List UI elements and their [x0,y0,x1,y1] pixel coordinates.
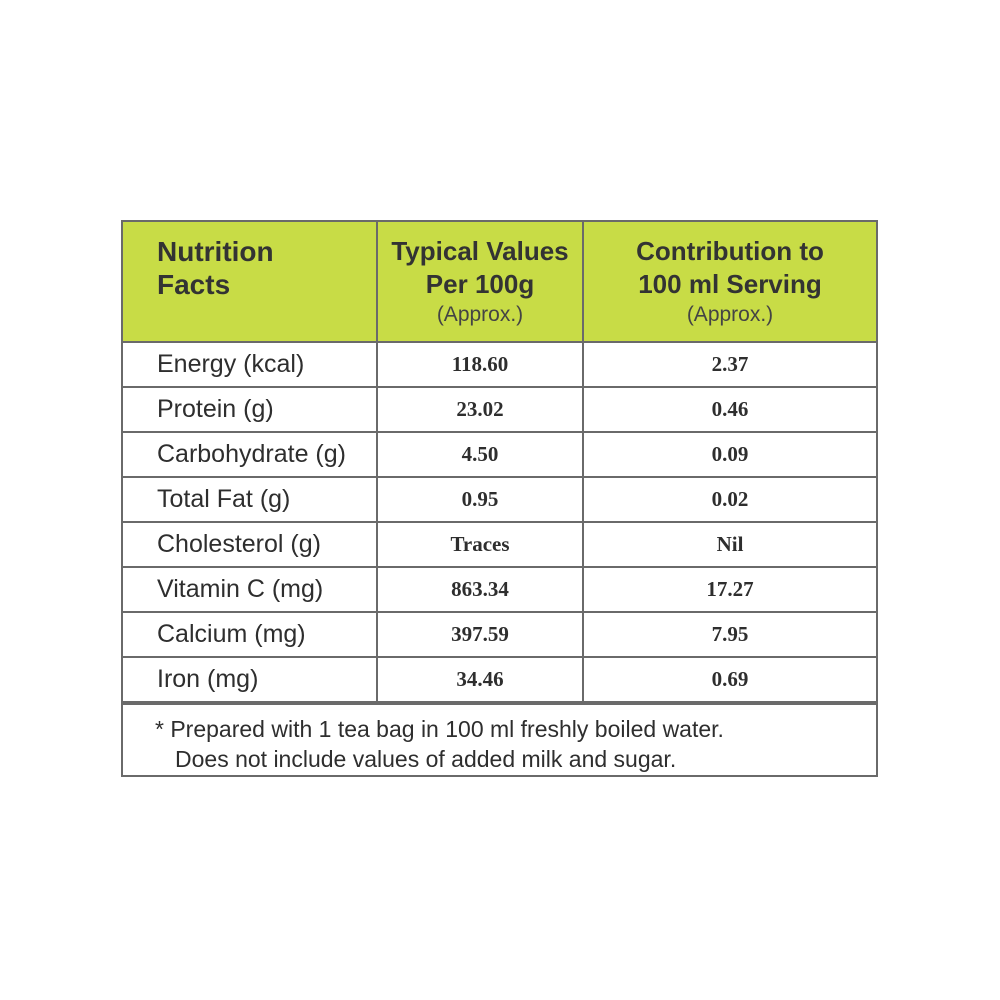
column-header-per-100g: Typical Values Per 100g [391,236,569,299]
header-cell-typical-values [378,222,584,341]
value-per-serving: 0.69 [711,667,749,691]
nutrient-name: Carbohydrate (g) [123,433,378,476]
value-per-100g: 397.59 [378,613,584,656]
table-header-row [123,222,876,343]
value-per-100g: 118.60 [378,343,584,386]
column-header-serving: Contribution to 100 ml Serving [636,236,824,299]
value-per-serving: 0.02 [711,487,749,511]
value-per-serving: 0.46 [711,397,749,421]
table-row [123,658,876,703]
nutrient-name: Energy (kcal) [123,343,378,386]
nutrient-name: Iron (mg) [123,658,378,701]
footnote-line-preparation: * Prepared with 1 tea bag in 100 ml freshly boiled water. [155,716,724,742]
value-per-100g: 23.02 [378,388,584,431]
footnote-line-exclusion: Does not include values of added milk and sugar. [175,746,677,772]
value-per-serving: 17.27 [706,577,754,601]
value-per-serving: 0.09 [711,442,749,466]
value-per-100g: 34.46 [378,658,584,701]
value-per-serving: 7.95 [711,622,749,646]
nutrient-name: Vitamin C (mg) [123,568,378,611]
table-row [123,478,876,523]
value-per-serving: 2.37 [711,352,749,376]
column-subheader-approx: (Approx.) [436,303,524,326]
nutrient-name: Cholesterol (g) [123,523,378,566]
table-row [123,388,876,433]
table-row [123,568,876,613]
nutrient-name: Calcium (mg) [123,613,378,656]
nutrient-name: Protein (g) [123,388,378,431]
table-footnote [123,703,876,775]
value-per-serving: Nil [716,532,744,556]
nutrient-name: Total Fat (g) [123,478,378,521]
table-row [123,433,876,478]
value-per-100g: 4.50 [378,433,584,476]
table-row [123,613,876,658]
value-per-100g: 863.34 [378,568,584,611]
value-per-100g: Traces [378,523,584,566]
table-row [123,523,876,568]
nutrition-facts-table [121,220,878,777]
value-per-100g: 0.95 [378,478,584,521]
table-row [123,343,876,388]
header-cell-nutrition-facts [123,222,378,341]
table-title: Nutrition Facts [157,236,274,300]
header-cell-contribution [584,222,876,341]
column-subheader-approx: (Approx.) [686,303,774,326]
